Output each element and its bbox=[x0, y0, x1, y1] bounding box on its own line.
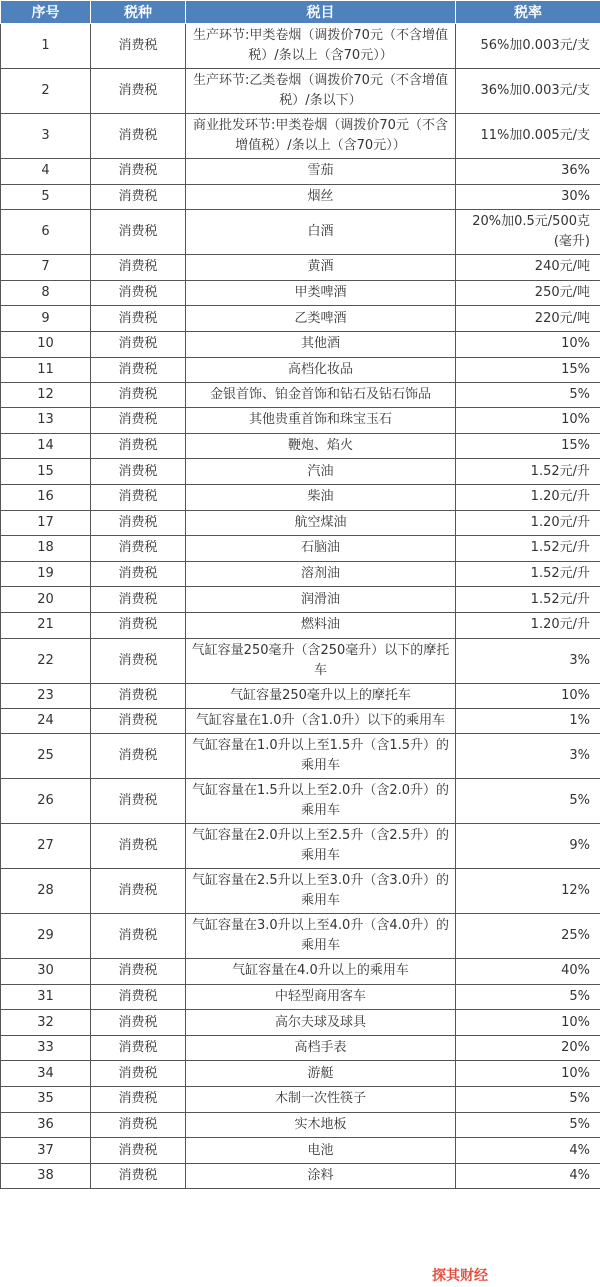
cell-tax-rate: 5% bbox=[456, 383, 600, 408]
cell-tax-rate: 11%加0.005元/支 bbox=[456, 114, 600, 159]
table-row bbox=[1, 1087, 600, 1113]
cell-tax-rate: 25% bbox=[456, 914, 600, 959]
cell-tax-item: 气缸容量在2.5升以上至3.0升（含3.0升）的乘用车 bbox=[186, 869, 456, 914]
table-row bbox=[1, 184, 600, 210]
cell-tax-rate: 10% bbox=[456, 331, 600, 357]
cell-tax-rate: 40% bbox=[456, 959, 600, 985]
cell-tax-type: 消费税 bbox=[91, 587, 186, 613]
table-row bbox=[1, 383, 600, 408]
cell-serial-number: 34 bbox=[1, 1061, 91, 1087]
table-row bbox=[1, 536, 600, 562]
cell-tax-item: 商业批发环节:甲类卷烟（调拨价70元（不含增值税）/条以上（含70元）） bbox=[186, 114, 456, 159]
table-row bbox=[1, 1138, 600, 1164]
cell-tax-rate: 240元/吨 bbox=[456, 255, 600, 281]
cell-tax-type: 消费税 bbox=[91, 709, 186, 734]
cell-serial-number: 17 bbox=[1, 510, 91, 536]
cell-tax-item: 高档手表 bbox=[186, 1035, 456, 1061]
cell-serial-number: 1 bbox=[1, 24, 91, 69]
cell-serial-number: 37 bbox=[1, 1138, 91, 1164]
table-row bbox=[1, 255, 600, 281]
cell-tax-rate: 10% bbox=[456, 1010, 600, 1036]
cell-tax-type: 消费税 bbox=[91, 1061, 186, 1087]
cell-tax-type: 消费税 bbox=[91, 484, 186, 510]
cell-tax-type: 消费税 bbox=[91, 734, 186, 779]
cell-tax-item: 金银首饰、铂金首饰和钻石及钻石饰品 bbox=[186, 383, 456, 408]
cell-tax-item: 汽油 bbox=[186, 459, 456, 485]
table-row bbox=[1, 1112, 600, 1138]
cell-tax-rate: 20% bbox=[456, 1035, 600, 1061]
cell-tax-type: 消费税 bbox=[91, 683, 186, 709]
cell-serial-number: 26 bbox=[1, 779, 91, 824]
cell-tax-item: 其他贵重首饰和珠宝玉石 bbox=[186, 408, 456, 434]
cell-serial-number: 4 bbox=[1, 159, 91, 185]
cell-tax-rate: 4% bbox=[456, 1138, 600, 1164]
table-row bbox=[1, 1035, 600, 1061]
cell-tax-rate: 1.20元/升 bbox=[456, 484, 600, 510]
cell-serial-number: 3 bbox=[1, 114, 91, 159]
table-row bbox=[1, 159, 600, 185]
cell-tax-type: 消费税 bbox=[91, 306, 186, 332]
cell-tax-type: 消费税 bbox=[91, 408, 186, 434]
cell-tax-item: 石脑油 bbox=[186, 536, 456, 562]
cell-serial-number: 9 bbox=[1, 306, 91, 332]
cell-tax-item: 气缸容量在3.0升以上至4.0升（含4.0升）的乘用车 bbox=[186, 914, 456, 959]
cell-serial-number: 25 bbox=[1, 734, 91, 779]
table-row bbox=[1, 331, 600, 357]
cell-serial-number: 13 bbox=[1, 408, 91, 434]
cell-tax-type: 消费税 bbox=[91, 184, 186, 210]
cell-tax-type: 消费税 bbox=[91, 1112, 186, 1138]
cell-tax-type: 消费税 bbox=[91, 69, 186, 114]
cell-tax-item: 气缸容量在4.0升以上的乘用车 bbox=[186, 959, 456, 985]
cell-tax-rate: 9% bbox=[456, 824, 600, 869]
cell-tax-type: 消费税 bbox=[91, 959, 186, 985]
table-row bbox=[1, 69, 600, 114]
cell-tax-item: 雪茄 bbox=[186, 159, 456, 185]
cell-tax-item: 航空煤油 bbox=[186, 510, 456, 536]
table-row bbox=[1, 210, 600, 255]
table-row bbox=[1, 587, 600, 613]
table-row bbox=[1, 1010, 600, 1036]
cell-tax-type: 消费税 bbox=[91, 331, 186, 357]
header-tax-rate: 税率 bbox=[456, 1, 600, 24]
cell-tax-type: 消费税 bbox=[91, 1163, 186, 1189]
table-body bbox=[1, 24, 600, 1189]
cell-serial-number: 19 bbox=[1, 561, 91, 587]
table-row bbox=[1, 779, 600, 824]
cell-serial-number: 10 bbox=[1, 331, 91, 357]
table-row bbox=[1, 357, 600, 383]
cell-tax-rate: 10% bbox=[456, 408, 600, 434]
watermark: 探其财经 bbox=[432, 1268, 488, 1284]
cell-tax-item: 柴油 bbox=[186, 484, 456, 510]
cell-tax-item: 气缸容量在1.0升以上至1.5升（含1.5升）的乘用车 bbox=[186, 734, 456, 779]
table-row bbox=[1, 824, 600, 869]
cell-tax-item: 溶剂油 bbox=[186, 561, 456, 587]
cell-tax-item: 高档化妆品 bbox=[186, 357, 456, 383]
cell-tax-rate: 30% bbox=[456, 184, 600, 210]
cell-serial-number: 7 bbox=[1, 255, 91, 281]
cell-tax-rate: 3% bbox=[456, 734, 600, 779]
table-row bbox=[1, 114, 600, 159]
cell-serial-number: 33 bbox=[1, 1035, 91, 1061]
cell-tax-rate: 250元/吨 bbox=[456, 280, 600, 306]
cell-tax-item: 电池 bbox=[186, 1138, 456, 1164]
cell-tax-type: 消费税 bbox=[91, 561, 186, 587]
cell-tax-rate: 36%加0.003元/支 bbox=[456, 69, 600, 114]
header-row bbox=[1, 1, 600, 24]
table-row bbox=[1, 734, 600, 779]
cell-tax-item: 甲类啤酒 bbox=[186, 280, 456, 306]
cell-tax-item: 气缸容量在2.0升以上至2.5升（含2.5升）的乘用车 bbox=[186, 824, 456, 869]
cell-serial-number: 38 bbox=[1, 1163, 91, 1189]
cell-tax-type: 消费税 bbox=[91, 114, 186, 159]
cell-serial-number: 2 bbox=[1, 69, 91, 114]
cell-tax-type: 消费税 bbox=[91, 280, 186, 306]
table-row bbox=[1, 306, 600, 332]
cell-serial-number: 27 bbox=[1, 824, 91, 869]
cell-tax-type: 消费税 bbox=[91, 1087, 186, 1113]
cell-tax-rate: 1% bbox=[456, 709, 600, 734]
cell-tax-type: 消费税 bbox=[91, 255, 186, 281]
cell-tax-rate: 1.20元/升 bbox=[456, 612, 600, 638]
table-row bbox=[1, 510, 600, 536]
cell-tax-item: 高尔夫球及球具 bbox=[186, 1010, 456, 1036]
table-row bbox=[1, 24, 600, 69]
cell-serial-number: 29 bbox=[1, 914, 91, 959]
cell-tax-type: 消费税 bbox=[91, 210, 186, 255]
cell-tax-type: 消费税 bbox=[91, 1138, 186, 1164]
cell-tax-rate: 20%加0.5元/500克(毫升) bbox=[456, 210, 600, 255]
cell-tax-rate: 5% bbox=[456, 779, 600, 824]
cell-serial-number: 28 bbox=[1, 869, 91, 914]
cell-tax-item: 生产环节:甲类卷烟（调拨价70元（不含增值税）/条以上（含70元）） bbox=[186, 24, 456, 69]
cell-tax-rate: 5% bbox=[456, 1112, 600, 1138]
cell-tax-item: 中轻型商用客车 bbox=[186, 984, 456, 1010]
cell-tax-item: 其他酒 bbox=[186, 331, 456, 357]
cell-tax-item: 白酒 bbox=[186, 210, 456, 255]
cell-tax-rate: 1.52元/升 bbox=[456, 536, 600, 562]
cell-serial-number: 36 bbox=[1, 1112, 91, 1138]
cell-serial-number: 5 bbox=[1, 184, 91, 210]
cell-tax-rate: 1.20元/升 bbox=[456, 510, 600, 536]
cell-tax-type: 消费税 bbox=[91, 1035, 186, 1061]
cell-tax-type: 消费税 bbox=[91, 24, 186, 69]
cell-tax-rate: 1.52元/升 bbox=[456, 561, 600, 587]
cell-tax-rate: 10% bbox=[456, 683, 600, 709]
cell-tax-type: 消费税 bbox=[91, 914, 186, 959]
table-row bbox=[1, 612, 600, 638]
cell-tax-rate: 1.52元/升 bbox=[456, 587, 600, 613]
cell-serial-number: 18 bbox=[1, 536, 91, 562]
cell-tax-item: 涂料 bbox=[186, 1163, 456, 1189]
cell-serial-number: 31 bbox=[1, 984, 91, 1010]
table-row bbox=[1, 459, 600, 485]
cell-tax-type: 消费税 bbox=[91, 536, 186, 562]
cell-tax-type: 消费税 bbox=[91, 869, 186, 914]
cell-tax-item: 黄酒 bbox=[186, 255, 456, 281]
cell-serial-number: 11 bbox=[1, 357, 91, 383]
cell-tax-type: 消费税 bbox=[91, 824, 186, 869]
cell-tax-item: 生产环节:乙类卷烟（调拨价70元（不含增值税）/条以下） bbox=[186, 69, 456, 114]
cell-tax-type: 消费税 bbox=[91, 779, 186, 824]
table-row bbox=[1, 709, 600, 734]
cell-tax-rate: 10% bbox=[456, 1061, 600, 1087]
cell-serial-number: 14 bbox=[1, 433, 91, 459]
cell-tax-item: 实木地板 bbox=[186, 1112, 456, 1138]
cell-tax-rate: 5% bbox=[456, 1087, 600, 1113]
cell-tax-item: 气缸容量在1.5升以上至2.0升（含2.0升）的乘用车 bbox=[186, 779, 456, 824]
cell-serial-number: 22 bbox=[1, 638, 91, 683]
cell-tax-rate: 4% bbox=[456, 1163, 600, 1189]
cell-tax-rate: 36% bbox=[456, 159, 600, 185]
cell-serial-number: 8 bbox=[1, 280, 91, 306]
cell-tax-type: 消费税 bbox=[91, 433, 186, 459]
cell-tax-item: 燃料油 bbox=[186, 612, 456, 638]
cell-serial-number: 23 bbox=[1, 683, 91, 709]
cell-tax-item: 气缸容量在1.0升（含1.0升）以下的乘用车 bbox=[186, 709, 456, 734]
cell-tax-item: 烟丝 bbox=[186, 184, 456, 210]
table-row bbox=[1, 484, 600, 510]
cell-tax-rate: 15% bbox=[456, 357, 600, 383]
cell-tax-item: 游艇 bbox=[186, 1061, 456, 1087]
cell-tax-item: 气缸容量250毫升以上的摩托车 bbox=[186, 683, 456, 709]
table-row bbox=[1, 914, 600, 959]
cell-tax-rate: 12% bbox=[456, 869, 600, 914]
cell-tax-type: 消费税 bbox=[91, 357, 186, 383]
cell-tax-type: 消费税 bbox=[91, 638, 186, 683]
table-row bbox=[1, 869, 600, 914]
cell-tax-item: 鞭炮、焰火 bbox=[186, 433, 456, 459]
table-row bbox=[1, 638, 600, 683]
cell-serial-number: 21 bbox=[1, 612, 91, 638]
cell-tax-type: 消费税 bbox=[91, 1010, 186, 1036]
cell-tax-item: 气缸容量250毫升（含250毫升）以下的摩托车 bbox=[186, 638, 456, 683]
cell-serial-number: 32 bbox=[1, 1010, 91, 1036]
header-tax-type: 税种 bbox=[91, 1, 186, 24]
cell-serial-number: 6 bbox=[1, 210, 91, 255]
cell-tax-item: 乙类啤酒 bbox=[186, 306, 456, 332]
table-row bbox=[1, 984, 600, 1010]
header-serial-number: 序号 bbox=[1, 1, 91, 24]
table-row bbox=[1, 433, 600, 459]
cell-tax-item: 润滑油 bbox=[186, 587, 456, 613]
table-row bbox=[1, 1163, 600, 1189]
cell-tax-item: 木制一次性筷子 bbox=[186, 1087, 456, 1113]
cell-serial-number: 35 bbox=[1, 1087, 91, 1113]
cell-tax-rate: 220元/吨 bbox=[456, 306, 600, 332]
cell-tax-type: 消费税 bbox=[91, 510, 186, 536]
cell-serial-number: 16 bbox=[1, 484, 91, 510]
cell-tax-type: 消费税 bbox=[91, 984, 186, 1010]
header-tax-item: 税目 bbox=[186, 1, 456, 24]
cell-tax-rate: 56%加0.003元/支 bbox=[456, 24, 600, 69]
cell-tax-type: 消费税 bbox=[91, 383, 186, 408]
cell-tax-rate: 15% bbox=[456, 433, 600, 459]
cell-serial-number: 24 bbox=[1, 709, 91, 734]
cell-tax-type: 消费税 bbox=[91, 612, 186, 638]
table-row bbox=[1, 561, 600, 587]
table-row bbox=[1, 683, 600, 709]
cell-serial-number: 20 bbox=[1, 587, 91, 613]
cell-tax-rate: 1.52元/升 bbox=[456, 459, 600, 485]
table-row bbox=[1, 959, 600, 985]
cell-tax-type: 消费税 bbox=[91, 459, 186, 485]
cell-tax-rate: 3% bbox=[456, 638, 600, 683]
table-row bbox=[1, 280, 600, 306]
cell-serial-number: 12 bbox=[1, 383, 91, 408]
cell-serial-number: 30 bbox=[1, 959, 91, 985]
table-row bbox=[1, 408, 600, 434]
cell-tax-rate: 5% bbox=[456, 984, 600, 1010]
cell-tax-type: 消费税 bbox=[91, 159, 186, 185]
table-row bbox=[1, 1061, 600, 1087]
cell-serial-number: 15 bbox=[1, 459, 91, 485]
